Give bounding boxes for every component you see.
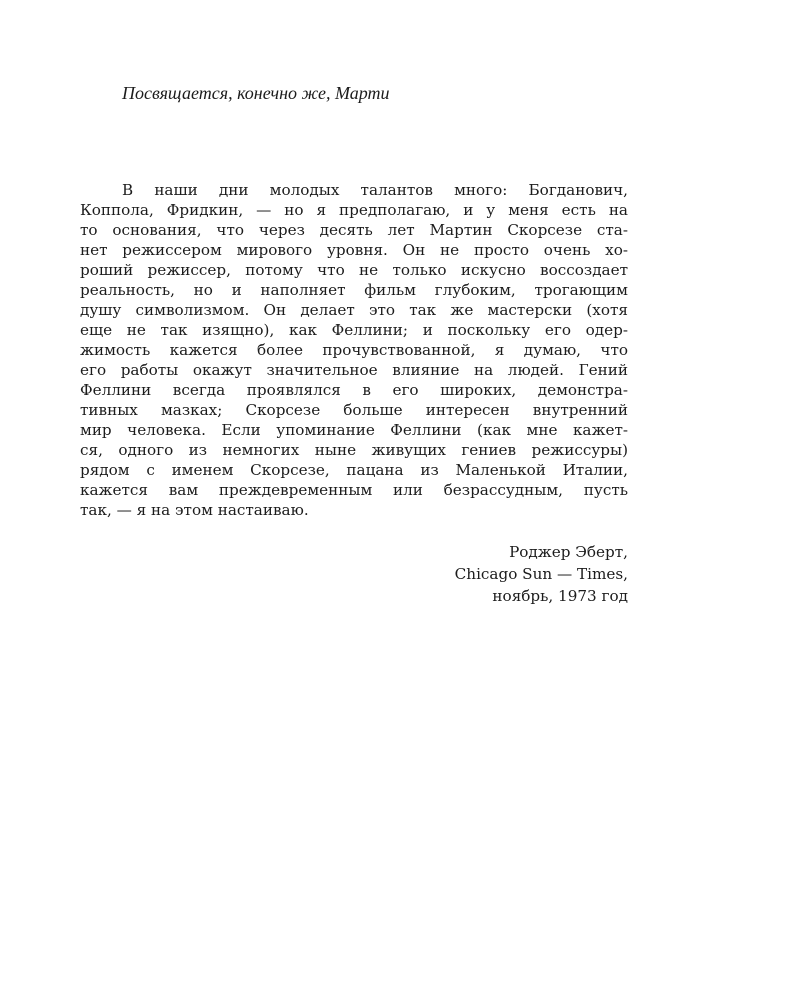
signature-publication: Chicago Sun — Times, xyxy=(454,565,628,583)
paragraph-line: кажется вам преждевременным или безрассудным, пусть xyxy=(80,481,628,499)
paragraph-line: Феллини всегда проявлялся в его широких, демонстра- xyxy=(80,381,628,399)
dedication: Посвящается, конечно же, Марти xyxy=(122,83,390,103)
paragraph-line: мир человека. Если упоминание Феллини (как мне кажет- xyxy=(80,421,628,439)
paragraph-line: то основания, что через десять лет Мартин Скорсезе ста- xyxy=(80,221,628,239)
paragraph-line: жимость кажется более прочувствованной, я думаю, что xyxy=(80,341,628,359)
signature-block xyxy=(455,541,628,607)
paragraph-line: роший режиссер, потому что не только искусно воссоздает xyxy=(80,261,628,279)
paragraph-line: ся, одного из немногих ныне живущих гениев режиссуры) xyxy=(80,441,628,459)
epigraph-paragraph xyxy=(80,180,628,520)
paragraph-line: рядом с именем Скорсезе, пацана из Маленькой Италии, xyxy=(80,461,628,479)
paragraph-line: Коппола, Фридкин, — но я предполагаю, и у меня есть на xyxy=(80,201,628,219)
signature-author: Роджер Эберт, xyxy=(509,543,628,561)
paragraph-line: еще не так изящно), как Феллини; и поскольку его одер- xyxy=(80,321,628,339)
paragraph-line: так, — я на этом настаиваю. xyxy=(80,501,309,519)
paragraph-line: его работы окажут значительное влияние на людей. Гений xyxy=(80,361,628,379)
paragraph-line: нет режиссером мирового уровня. Он не просто очень хо- xyxy=(80,241,628,259)
paragraph-line: душу символизмом. Он делает это так же мастерски (хотя xyxy=(80,301,628,319)
paragraph-line: реальность, но и наполняет фильм глубоким, трогающим xyxy=(80,281,628,299)
paragraph-line: тивных мазках; Скорсезе больше интересен внутренний xyxy=(80,401,628,419)
paragraph-line: В наши дни молодых талантов много: Богданович, xyxy=(122,181,628,199)
signature-date: ноябрь, 1973 год xyxy=(492,587,628,605)
